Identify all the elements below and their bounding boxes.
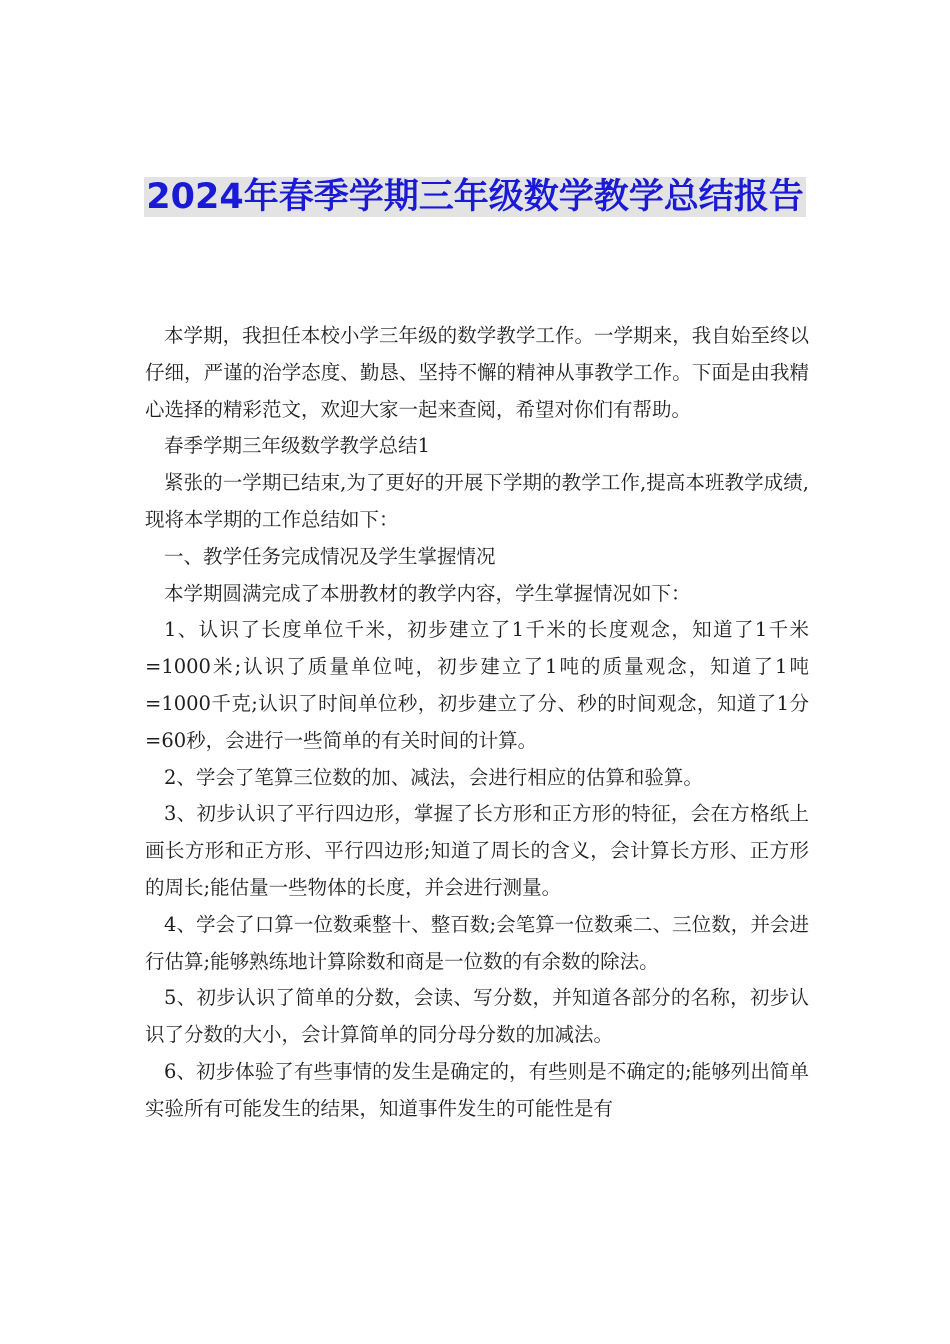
list-item-4: 4、学会了口算一位数乘整十、整百数;会笔算一位数乘二、三位数，并会进行估算;能够熟练地计算除数和商是一位数的有余数的除法。 [145, 912, 809, 973]
document-title [120, 172, 830, 222]
list-item-6: 6、初步体验了有些事情的发生是确定的，有些则是不确定的;能够列出简单实验所有可能发生的结果，知道事件发生的可能性是有 [145, 1059, 809, 1120]
list-item-1: 1、认识了长度单位千米，初步建立了1千米的长度观念，知道了1千米=1000米;认识了质量单位吨，初步建立了1吨的质量观念，知道了1吨=1000千克;认识了时间单位秒，初步建立了分、秒的时间观念，知道了1分=60秒，会进行一些简单的有关时间的计算。 [145, 618, 809, 752]
list-item-5: 5、初步认识了简单的分数，会读、写分数，并知道各部分的名称，初步认识了分数的大小，会计算简单的同分母分数的加减法。 [145, 986, 809, 1047]
list-item-2: 2、学会了笔算三位数的加、减法，会进行相应的估算和验算。 [164, 765, 703, 789]
paragraph-heading-1: 一、教学任务完成情况及学生掌握情况 [164, 544, 496, 568]
list-item-3: 3、初步认识了平行四边形，掌握了长方形和正方形的特征，会在方格纸上画长方形和正方形、平行四边形;知道了周长的含义，会计算长方形、正方形的周长;能估量一些物体的长度，并会进行测量。 [145, 802, 809, 899]
document-body [145, 318, 809, 1128]
paragraph-section-heading: 春季学期三年级数学教学总结1 [164, 434, 430, 458]
document-title-text: 2024年春季学期三年级数学教学总结报告 [146, 177, 804, 217]
paragraph-mastery-intro: 本学期圆满完成了本册教材的教学内容，学生掌握情况如下： [164, 581, 691, 605]
paragraph-summary-intro: 紧张的一学期已结束,为了更好的开展下学期的教学工作,提高本班教学成绩,现将本学期的工作总结如下： [145, 471, 809, 531]
paragraph-intro: 本学期，我担任本校小学三年级的数学教学工作。一学期来，我自始至终以仔细，严谨的治学态度、勤恳、坚持不懈的精神从事教学工作。下面是由我精心选择的精彩范文，欢迎大家一起来查阅，希望对你们有帮助。 [145, 324, 809, 421]
